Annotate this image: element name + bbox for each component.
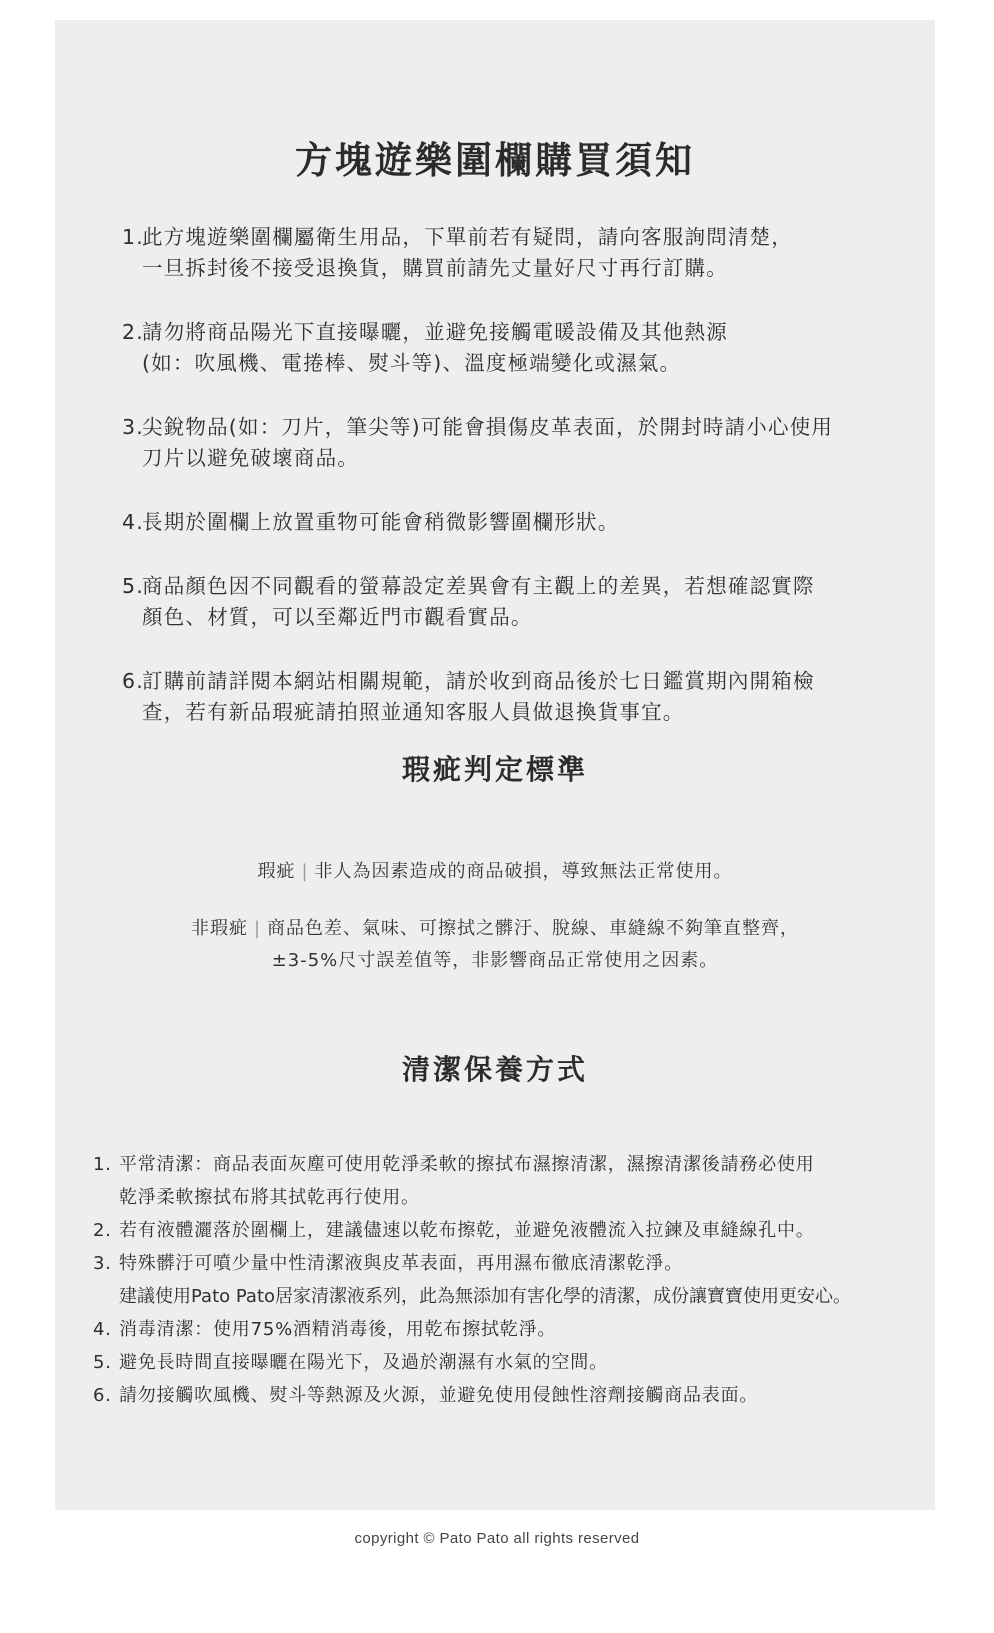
notice-line: 此方塊遊樂圍欄屬衛生用品，下單前若有疑問，請向客服詢問清楚， [142,225,793,249]
notice-line: (如：吹風機、電捲棒、熨斗等)、溫度極端變化或濕氣。 [142,351,682,375]
care-section-title: 清潔保養方式 [401,1053,588,1086]
notice-item [122,571,902,633]
notice-line: 長期於圍欄上放置重物可能會稍微影響圍欄形狀。 [142,510,620,534]
non-defect-line [55,913,935,945]
notice-item [122,317,902,379]
notice-number: 1. [122,225,144,249]
notice-number: 6. [122,669,144,693]
care-number: 1. [93,1154,112,1175]
care-number: 5. [93,1352,112,1373]
notice-item [122,412,902,474]
notice-line: 訂購前請詳閱本網站相關規範，請於收到商品後於七日鑑賞期內開箱檢 [142,669,815,693]
notice-line: 請勿將商品陽光下直接曝曬，並避免接觸電暖設備及其他熱源 [142,320,728,344]
notice-line: 一旦拆封後不接受退換貨，購買前請先丈量好尺寸再行訂購。 [142,256,728,280]
care-item [93,1379,913,1412]
page-title: 方塊遊樂圍欄購買須知 [295,139,695,182]
care-line: 建議使用Pato Pato居家清潔液系列，此為無添加有害化學的清潔，成份讓寶寶使用更安心。 [119,1286,852,1307]
notice-number: 2. [122,320,144,344]
care-item [93,1247,913,1313]
notice-item [122,666,902,728]
non-defect-line: ±3-5%尺寸誤差值等，非影響商品正常使用之因素。 [271,950,719,971]
care-number: 3. [93,1253,112,1274]
care-line: 特殊髒汙可噴少量中性清潔液與皮革表面，再用濕布徹底清潔乾淨。 [119,1253,683,1274]
notice-line: 刀片以避免破壞商品。 [142,446,359,470]
care-line: 請勿接觸吹風機、熨斗等熱源及火源，並避免使用侵蝕性溶劑接觸商品表面。 [119,1385,759,1406]
care-number: 2. [93,1220,112,1241]
care-item [93,1313,913,1346]
notice-number: 3. [122,415,144,439]
care-item [93,1148,913,1214]
defect-section-title: 瑕疵判定標準 [401,753,588,786]
care-number: 4. [93,1319,112,1340]
notice-line: 查，若有新品瑕疵請拍照並通知客服人員做退換貨事宜。 [142,700,685,724]
care-instructions-list [93,1148,913,1412]
non-defect-definition [55,913,935,977]
notice-number: 5. [122,574,144,598]
purchase-notice-list [122,222,902,761]
copyright-footer: copyright © Pato Pato all rights reserved [354,1530,640,1547]
non-defect-label: 非瑕疵 [190,918,248,939]
defect-definition [55,856,935,888]
care-line: 平常清潔：商品表面灰塵可使用乾淨柔軟的擦拭布濕擦清潔，濕擦清潔後請務必使用 [119,1154,815,1175]
care-line: 消毒清潔：使用75%酒精消毒後，用乾布擦拭乾淨。 [119,1319,557,1340]
non-defect-text: 商品色差、氣味、可擦拭之髒汙、脫線、車縫線不夠筆直整齊， [267,918,800,939]
care-line: 若有液體灑落於圍欄上，建議儘速以乾布擦乾，並避免液體流入拉鍊及車縫線孔中。 [119,1220,815,1241]
care-item [93,1346,913,1379]
defect-text: 非人為因素造成的商品破損，導致無法正常使用。 [314,861,733,882]
defect-line [55,856,935,888]
care-item [93,1214,913,1247]
notice-line: 尖銳物品(如：刀片，筆尖等)可能會損傷皮革表面，於開封時請小心使用 [142,415,834,439]
notice-line: 商品顏色因不同觀看的螢幕設定差異會有主觀上的差異，若想確認實際 [142,574,815,598]
care-line: 避免長時間直接曝曬在陽光下，及過於潮濕有水氣的空間。 [119,1352,608,1373]
notice-item [122,222,902,284]
care-line: 乾淨柔軟擦拭布將其拭乾再行使用。 [119,1187,420,1208]
separator: | [301,861,309,882]
notice-item [122,507,902,538]
separator: | [253,918,262,939]
notice-number: 4. [122,510,144,534]
defect-label: 瑕疵 [257,861,296,882]
care-number: 6. [93,1385,112,1406]
notice-line: 顏色、材質，可以至鄰近門市觀看實品。 [142,605,533,629]
content-panel [55,20,935,1510]
